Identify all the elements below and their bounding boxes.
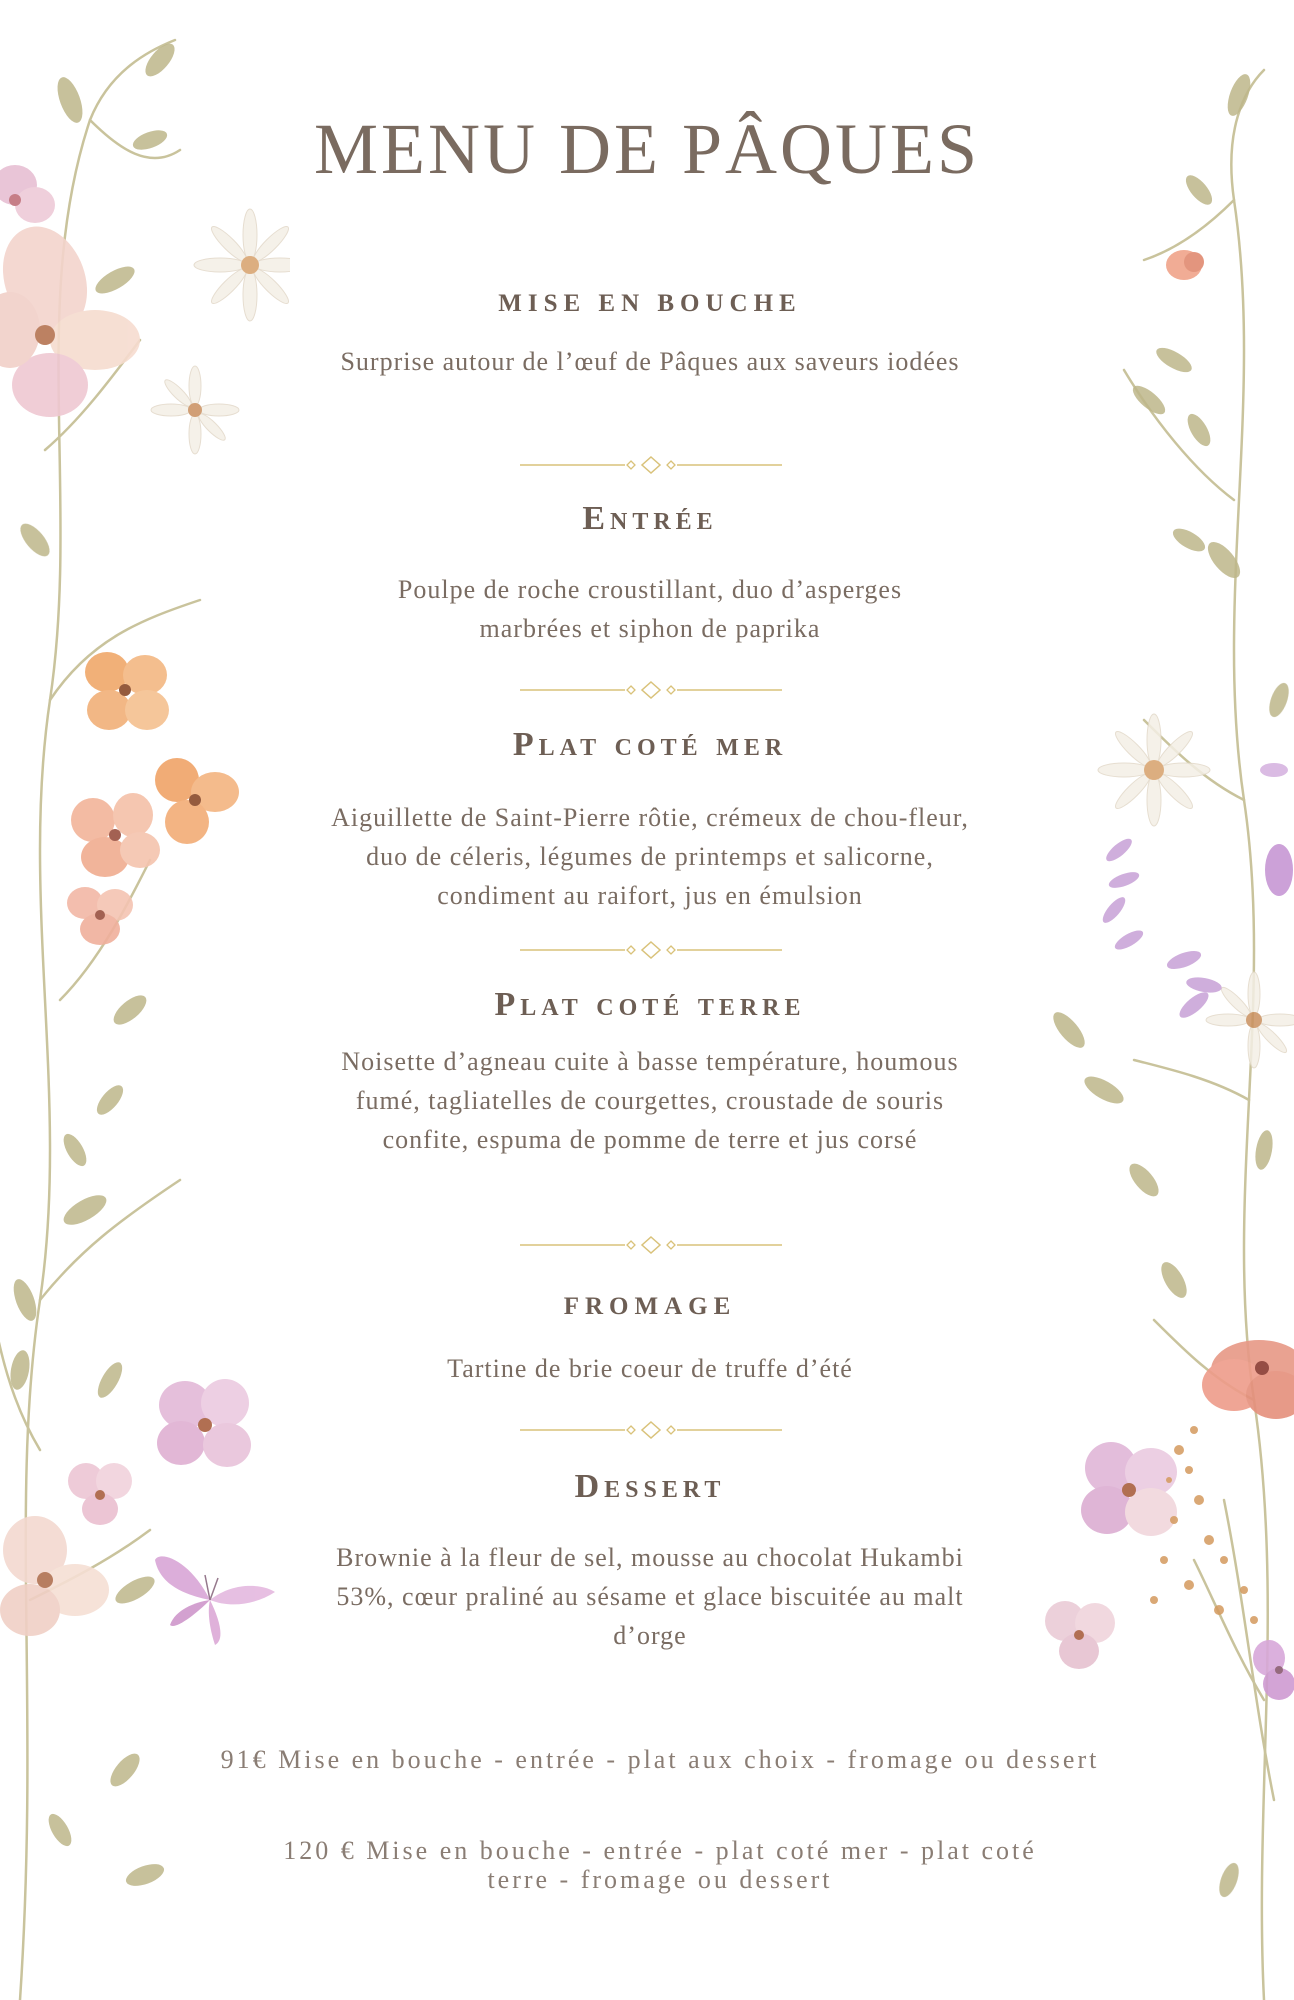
floral-border-right <box>1024 0 1294 2000</box>
course-description: Surprise autour de l’œuf de Pâques aux saveurs iodées <box>340 347 960 376</box>
diamond-divider-icon <box>520 940 782 960</box>
price-line-120: 120 € Mise en bouche - entrée - plat coté mer - plat coté terre - fromage ou dessert <box>283 1836 1037 1894</box>
diamond-divider-icon <box>520 1420 782 1440</box>
course-description: Brownie à la fleur de sel, mousse au chocolat Hukambi 53%, cœur praliné au sésame et glace biscuitée au malt d’orge <box>336 1543 964 1650</box>
course-mise-en-bouche <box>330 290 970 381</box>
course-title: Dessert <box>574 1468 726 1505</box>
course-fromage <box>330 1293 970 1388</box>
course-description: Tartine de brie coeur de truffe d’été <box>447 1354 853 1383</box>
course-description: Aiguillette de Saint-Pierre rôtie, crémeux de chou-fleur, duo de céleris, légumes de printemps et salicorne, condiment au raifort, jus en émulsion <box>331 803 969 910</box>
course-title: FROMAGE <box>563 1293 737 1320</box>
diamond-divider-icon <box>520 680 782 700</box>
butterfly-icon <box>155 1556 275 1645</box>
price-line-91: 91€ Mise en bouche - entrée - plat aux choix - fromage ou dessert <box>220 1745 1100 1774</box>
course-title: Plat coté terre <box>494 986 806 1023</box>
course-title: Plat coté mer <box>512 726 788 763</box>
course-description: Noisette d’agneau cuite à basse température, houmous fumé, tagliatelles de courgettes, croustade de souris confite, espuma de pomme de terre et jus corsé <box>341 1047 959 1154</box>
course-plat-cote-mer <box>330 726 970 915</box>
course-dessert <box>330 1468 970 1655</box>
course-title: Entrée <box>582 500 718 537</box>
course-title: MISE EN BOUCHE <box>498 290 802 317</box>
course-entree <box>330 500 970 648</box>
diamond-divider-icon <box>520 455 782 475</box>
diamond-divider-icon <box>520 1235 782 1255</box>
menu-title: MENU DE PÂQUES <box>313 109 981 189</box>
course-plat-cote-terre <box>330 986 970 1159</box>
floral-border-left <box>0 0 290 2000</box>
course-description: Poulpe de roche croustillant, duo d’asperges marbrées et siphon de paprika <box>397 575 903 643</box>
